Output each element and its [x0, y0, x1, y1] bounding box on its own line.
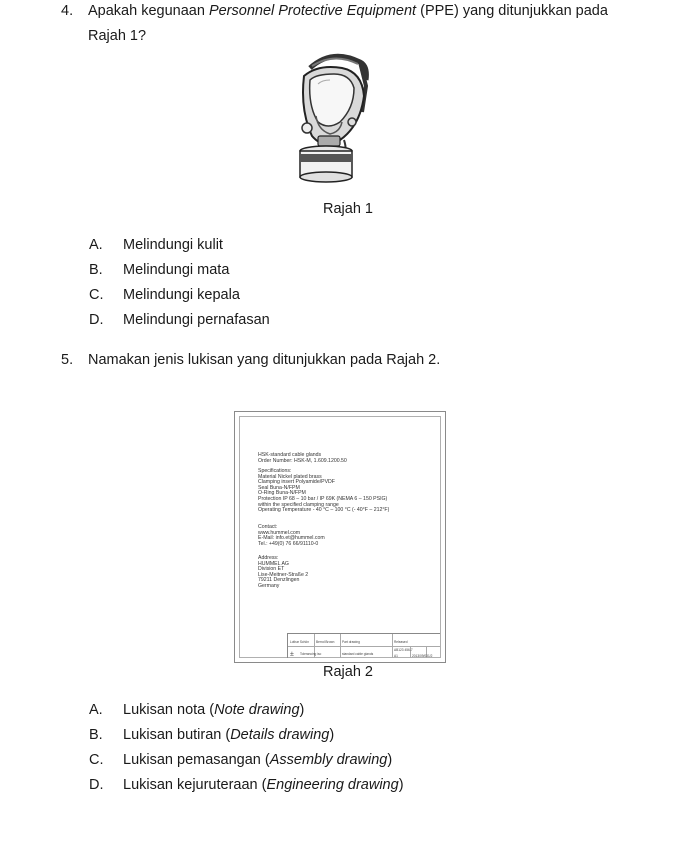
question-number: 4.	[61, 3, 74, 19]
plus-minus-icon: ±	[290, 651, 294, 658]
respirator-mask-image	[282, 50, 382, 190]
drawing-text-group-2: Specifications: Material Nickel plated brass Clamping insert Polyamide/PVDF Seal Buna-N/FPM O-Ring Buna-N/FPM Protection IP 68 – 10 bar / IP 69K (NEMA 6 – 150 PSIG) within the specified clamping range Operating Temperature - 40 °C – 100 °C (- 40°F – 212°F)	[258, 468, 390, 514]
drawing-text-group-3: Contact: www.hummel.com E-Mail: info.et@hummel.com Tel.: +49(0) 76 66/91110-0	[258, 524, 325, 547]
figure-caption: Rajah 1	[323, 201, 373, 217]
figure-caption: Rajah 2	[323, 664, 373, 680]
drawing-text-group-1: HSK-standard cable glands Order Number: HSK-M, 1.609.1200.50	[258, 452, 347, 464]
gas-mask-icon	[282, 50, 382, 190]
question-text-line2: Rajah 1?	[88, 28, 147, 44]
title-block: Lothar Schön Bernd Brown Part drawing Released ± Tolerancing iso standard cable glands AB123 456-7 A1 2013/09/03 1/2	[287, 633, 440, 658]
question-text: Apakah kegunaan Personnel Protective Equipment (PPE) yang ditunjukkan pada	[88, 3, 608, 19]
question-number: 5.	[61, 352, 74, 368]
drawing-sheet-image	[234, 411, 446, 663]
question-text: Namakan jenis lukisan yang ditunjukkan pada Rajah 2.	[88, 352, 441, 368]
drawing-text-group-4: Address: HUMMEL AG Division ET Lise-Meitner-Straße 2 79211 Denzlingen Germany	[258, 555, 309, 589]
